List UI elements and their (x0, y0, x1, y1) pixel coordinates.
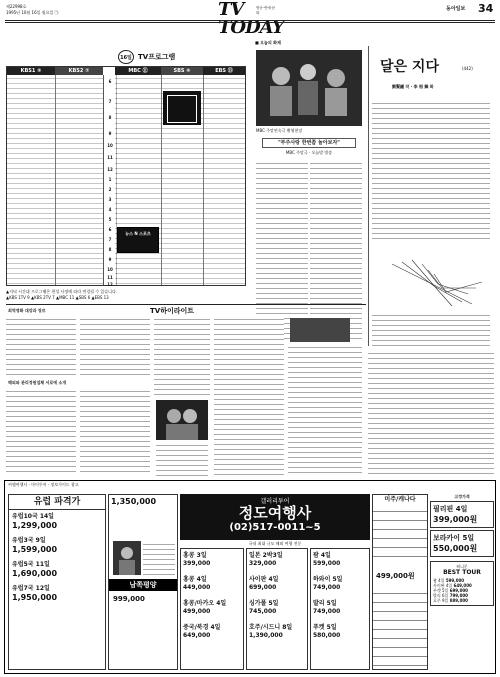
asia2-item-name: 호주/시드니 8일 (249, 624, 293, 631)
agency-phone: (02)517-0011~5 (229, 522, 321, 533)
asia2-item (249, 623, 305, 632)
photo-quote: "부주사랑 한번쯤 놀아보자" (262, 138, 356, 148)
header-rule (5, 20, 495, 21)
resort-price: 749,000 (313, 584, 341, 591)
agency-tagline: 갤러리투어 (260, 498, 290, 505)
asia-item-name: 홍콩 3일 (183, 552, 207, 559)
america-column (372, 494, 428, 670)
people-photo (256, 50, 362, 126)
southeast-price-1: 1,350,000 (111, 497, 157, 506)
program-grid (6, 66, 246, 286)
time-5pm: 5 (108, 217, 112, 222)
novel-episode: (442) (462, 66, 473, 71)
news-sports-label: 뉴스 N 스포츠 (125, 231, 151, 236)
divider (203, 75, 204, 285)
divider (161, 75, 162, 285)
europe-item-name: 유럽10국 14일 (12, 513, 54, 520)
tv-highlight-subheading: 최역영화 대강과 장르 (8, 308, 46, 313)
best-tour-item-name: 사이판 4일 (433, 583, 453, 588)
time-11pm: 11 (107, 275, 113, 280)
asia-item-name: 중국/북경 4일 (183, 624, 221, 631)
asia-item (183, 575, 241, 584)
issue-number: 제22998호 (6, 4, 27, 9)
time-10pm: 10 (107, 267, 113, 272)
agency-sub: 국내 최대 규모 해외 여행 전문 (248, 541, 302, 546)
southeast-promo (109, 495, 177, 539)
europe-item-1 (12, 512, 102, 521)
time-12am: 12 (107, 282, 113, 287)
asia2-item-name: 싱가폴 5일 (249, 600, 279, 607)
america-list (373, 505, 427, 565)
highlight-text-4 (214, 316, 284, 476)
asia2-item-name: 사이판 4일 (249, 576, 279, 583)
europe-price-2: 1,599,000 (12, 545, 58, 554)
time-10am: 10 (107, 143, 113, 148)
time-1pm: 1 (108, 177, 112, 182)
best-tour-item-name: 호주 9일 (433, 598, 449, 603)
divider (55, 75, 56, 285)
best-tour-sub: 허니문 (456, 564, 468, 569)
resort-price: 580,000 (313, 632, 341, 639)
agent-info (143, 541, 175, 575)
highlight-text-8 (156, 442, 208, 476)
photo-story-body-right (310, 160, 362, 340)
issue-edition: ㉠ (54, 10, 59, 15)
highlight-text-7 (80, 388, 150, 476)
resort-item-name: 발리 5일 (313, 600, 337, 607)
america-list-2 (373, 587, 427, 667)
photo-story-label: ■ 오늘의 화제 (255, 40, 281, 45)
photo-caption: MBC 주말연속극 촬영현장 (256, 128, 303, 133)
best-tour-item-name: 푸켓 5일 (433, 588, 449, 593)
asia-item-name: 홍콩/마카오 4일 (183, 600, 227, 607)
fixed-price-header: 고정가격 (454, 494, 470, 499)
novel-continued-text (368, 350, 494, 476)
best-tour-title: BEST TOUR (443, 569, 481, 576)
best-tour-item-price: 889,000 (449, 598, 468, 603)
best-tour-item-name: 발리 6일 (433, 593, 449, 598)
ad-top-note: 씨엠여행사 · 마이투어 · 정보가이드 광고 (8, 482, 79, 487)
logo-text: TV TODAY (218, 0, 284, 38)
best-tour-item (433, 598, 491, 603)
hot-deal-price: 550,000원 (433, 544, 478, 553)
time-11am: 11 (107, 155, 113, 160)
southeast-header: 남쪽평양 (109, 579, 177, 591)
asia2-price: 699,000 (249, 584, 277, 591)
asia2-item (249, 599, 305, 608)
highlight-text-5 (288, 344, 362, 476)
europe-item-name: 유럽5국 11일 (12, 561, 50, 568)
resort-column (310, 548, 370, 670)
header-rule-2 (5, 22, 495, 23)
europe-item-2 (12, 536, 102, 545)
highlight-text-1 (6, 316, 76, 376)
page-number: 34 (478, 2, 494, 15)
hot-deal-name: 필리핀 4일 (433, 505, 468, 513)
left-heading: 해외와 관리정원업체 서로에 소개 (8, 380, 67, 385)
asia-item (183, 623, 241, 632)
asia2-item-name: 일본 2박3일 (249, 552, 283, 559)
agency-name: 정도여행사 (238, 504, 312, 522)
southeast-ad-box (108, 494, 178, 670)
europe-item-3 (12, 560, 102, 569)
channel-ebs: EBS ⑬ (203, 67, 245, 75)
asia-price: 399,000 (183, 560, 211, 567)
highlight-text-2 (80, 316, 150, 376)
asia-price: 449,000 (183, 584, 211, 591)
asia-price: 499,000 (183, 608, 211, 615)
resort-item-name: 하와이 5일 (313, 576, 343, 583)
time-9pm: 9 (108, 257, 112, 262)
agent-photo (113, 541, 141, 575)
europe-price-4: 1,950,000 (12, 593, 58, 602)
europe-header: 유럽 파격가 (9, 495, 105, 510)
time-9am: 9 (108, 131, 112, 136)
photo-story-image (256, 50, 362, 126)
highlight-photo-2 (290, 318, 350, 342)
novel-author: 劉賢鍾 작 · 李 相 鎬 화 (392, 84, 434, 89)
time-6pm: 6 (108, 227, 112, 232)
novel-title: 달은 지다 (380, 59, 439, 75)
highlight-text-3 (154, 316, 210, 396)
best-tour-item-name: 괌 4일 (433, 578, 445, 583)
time-3pm: 3 (108, 197, 112, 202)
asia2-item (249, 575, 305, 584)
asia-item-name: 홍콩 4일 (183, 576, 207, 583)
time-6am: 6 (108, 79, 112, 84)
europe-price-1: 1,299,000 (12, 521, 58, 530)
best-tour-box (430, 561, 494, 606)
resort-item (313, 599, 367, 608)
hot-deal-price: 399,000원 (433, 515, 478, 524)
europe-item-name: 유럽3국 9일 (12, 537, 46, 544)
time-2pm: 2 (108, 187, 112, 192)
europe-item-name: 유럽7국 12일 (12, 585, 50, 592)
southeast-price-2: 999,000 (113, 595, 145, 603)
novel-illustration (372, 244, 490, 310)
logo-sub: 방송·연예·문화 (256, 6, 276, 15)
grid-footnote-2: ▲KBS 1TV 9 ▲KBS 2TV 7 ▲MBC 11 ▲SBS 6 ▲EBS 13 (6, 295, 109, 300)
agency-banner (180, 494, 370, 540)
grid-footnote-1: ▲저녁 시간대 프로그램은 편성 사정에 따라 변경될 수 있습니다. (6, 289, 118, 294)
resort-item (313, 623, 367, 632)
tv-program-title: TV프로그램 (138, 53, 176, 61)
time-8pm: 8 (108, 247, 112, 252)
hot-deal-name: 보라카이 5일 (433, 534, 475, 542)
highlight-photo (156, 400, 208, 440)
asia-column-2 (246, 548, 308, 670)
paper-name: 동아일보 (446, 6, 466, 12)
highlight-text-6 (6, 388, 76, 476)
asia-item (183, 551, 241, 560)
section-rule (6, 304, 366, 305)
time-8am: 8 (108, 115, 112, 120)
novel-body-text (372, 100, 490, 240)
asia-price: 649,000 (183, 632, 211, 639)
channel-sbs: SBS ⑥ (161, 67, 203, 75)
hot-deals-column (430, 494, 494, 670)
channel-kbs1: KBS1 ⑨ (7, 67, 55, 75)
price-499: 499,000원 (376, 572, 415, 580)
asia2-item (249, 551, 305, 560)
asia2-price: 1,390,000 (249, 632, 283, 639)
channel-mbc: MBC ⑪ (115, 67, 161, 75)
resort-price: 599,000 (313, 560, 341, 567)
person-photo (113, 541, 141, 575)
best-tour-item-price: 649,000 (453, 583, 472, 588)
asia-column-1 (180, 548, 244, 670)
time-12pm: 12 (107, 167, 113, 172)
europe-price-3: 1,690,000 (12, 569, 58, 578)
best-tour-item-price: 799,000 (449, 593, 468, 598)
asia2-price: 329,000 (249, 560, 277, 567)
time-7pm: 7 (108, 237, 112, 242)
best-tour-item-price: 599,000 (445, 578, 465, 583)
resort-price: 749,000 (313, 608, 341, 615)
issue-date-text: 1995년 10월 16일 월요일 (6, 10, 54, 15)
portrait-photo (156, 400, 208, 440)
tv-highlight-title: TV하이라이트 (150, 307, 195, 315)
europe-ad-box (8, 494, 106, 670)
hot-deal-boracay (430, 530, 494, 557)
asia2-price: 745,000 (249, 608, 277, 615)
america-header: 미주/캐나다 (384, 496, 416, 503)
resort-item-name: 괌 4일 (313, 552, 331, 559)
europe-item-4 (12, 584, 102, 593)
resort-item (313, 575, 367, 584)
time-4pm: 4 (108, 207, 112, 212)
sketch-illustration (372, 244, 490, 310)
resort-item-name: 푸켓 5일 (313, 624, 337, 631)
photo-byline: MBC 주말극 · 오늘밤 방송 (285, 150, 333, 155)
asia-item (183, 599, 241, 608)
resort-item (313, 551, 367, 560)
channel-kbs2: KBS2 ⑦ (55, 67, 103, 75)
hot-deal-philippines (430, 501, 494, 528)
featured-program-box (163, 91, 201, 125)
novel-body-text-2 (372, 312, 490, 346)
date-badge: 16일 (118, 50, 134, 64)
time-7am: 7 (108, 99, 112, 104)
best-tour-item-price: 699,000 (449, 588, 468, 593)
issue-date (6, 10, 116, 15)
news-sports-box (117, 227, 159, 253)
photo-story-body-left (256, 160, 308, 340)
